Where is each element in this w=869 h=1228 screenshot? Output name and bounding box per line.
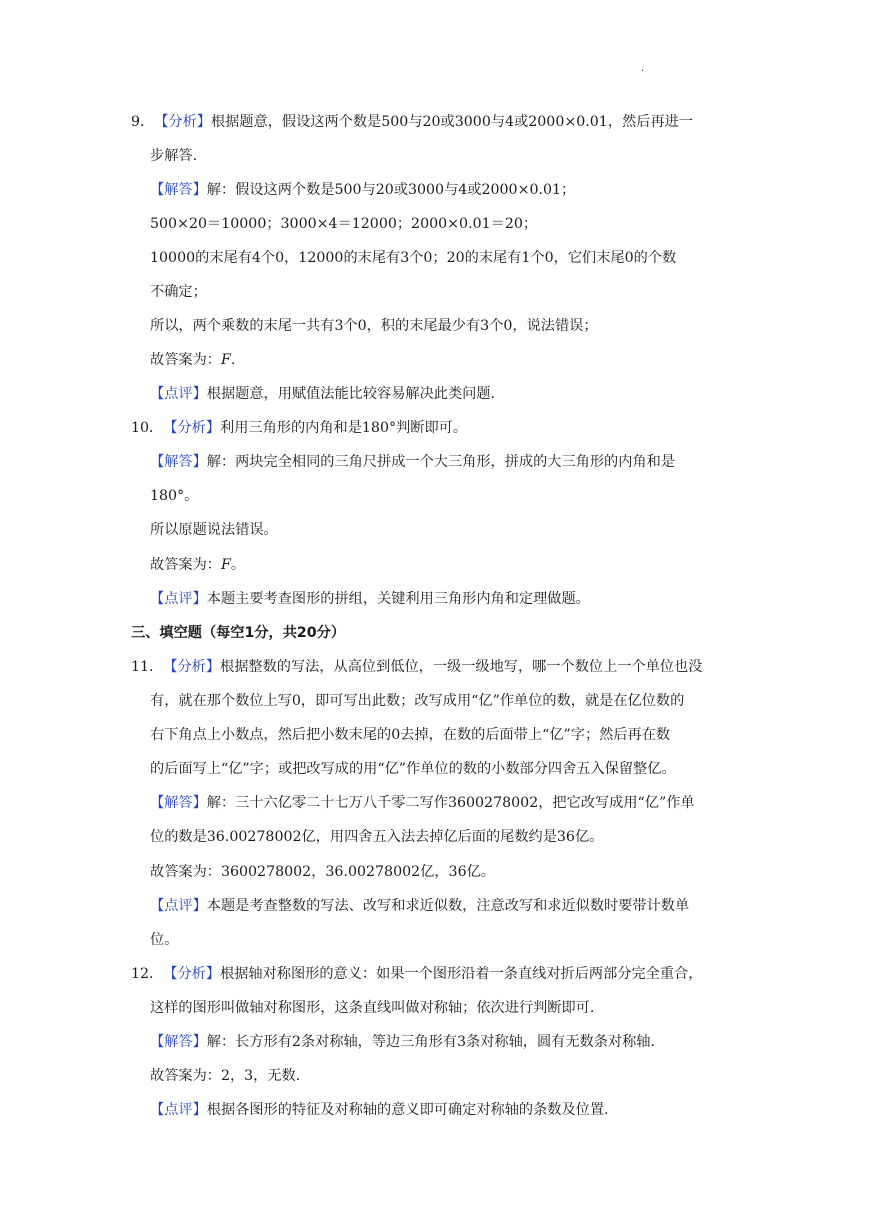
q11-analysis-line-1: [131, 657, 702, 677]
answer-value: F: [220, 352, 231, 368]
question-number: 11．: [131, 659, 164, 675]
solution-tag: 【解答】: [150, 182, 207, 198]
q10-solution-line-3: 所以原题说法错误。: [150, 522, 278, 538]
q11-comment-line-2: 位。: [150, 932, 179, 948]
q10-analysis-line-1: [131, 418, 467, 438]
solution-text: 解：三十六亿零二十七万八千零二写作3600278002，把它改写成用“亿”作单: [206, 795, 695, 811]
solution-text: 解：两块完全相同的三角尺拼成一个大三角形，拼成的大三角形的内角和是: [206, 454, 675, 470]
q11-analysis-line-3: 右下角点上小数点，然后把小数末尾的0去掉，在数的后面带上“亿”字；然后再在数: [150, 727, 671, 743]
q9-analysis-line-2: 步解答.: [150, 148, 198, 164]
analysis-text: 根据整数的写法，从高位到低位，一级一级地写，哪一个数位上一个单位也没: [220, 659, 703, 675]
page-mark: .: [641, 63, 645, 74]
q12-answer-line: 故答案为：2，3，无数.: [150, 1068, 301, 1084]
answer-value: F: [220, 557, 231, 573]
answer-suffix: 。: [230, 557, 246, 573]
q9-solution-line-3: 10000的末尾有4个0，12000的末尾有3个0；20的末尾有1个0，它们末尾0的个数: [150, 250, 677, 266]
solution-tag: 【解答】: [150, 795, 207, 811]
q9-answer-line: [150, 350, 235, 370]
analysis-tag: 【分析】: [163, 966, 221, 982]
question-number: 9．: [131, 114, 155, 130]
q10-solution-line-2: 180°。: [150, 488, 199, 504]
q11-analysis-line-4: 的后面写上“亿”字；或把改写成的用“亿”作单位的数的小数部分四舍五入保留整亿。: [150, 761, 676, 777]
q11-answer-line: 故答案为：3600278002，36.00278002亿，36亿。: [150, 864, 495, 880]
analysis-tag: 【分析】: [154, 114, 211, 130]
q10-answer-line: [150, 555, 245, 575]
solution-tag: 【解答】: [150, 1034, 207, 1050]
comment-tag: 【点评】: [150, 1102, 207, 1118]
answer-suffix: .: [230, 352, 236, 368]
q10-solution-line-1: [150, 452, 675, 472]
q10-comment-line: [150, 589, 590, 609]
q9-analysis-line-1: [131, 112, 693, 132]
comment-tag: 【点评】: [150, 386, 207, 402]
analysis-tag: 【分析】: [163, 659, 221, 675]
q11-solution-line-2: 位的数是36.00278002亿，用四舍五入法去掉亿后面的尾数约是36亿。: [150, 829, 604, 845]
q9-solution-line-5: 所以，两个乘数的末尾一共有3个0，积的末尾最少有3个0，说法错误；: [150, 318, 598, 334]
comment-text: 根据题意，用赋值法能比较容易解决此类问题.: [206, 386, 496, 402]
q12-comment-line: [150, 1100, 609, 1120]
analysis-text: 根据轴对称图形的意义：如果一个图形沿着一条直线对折后两部分完全重合，: [220, 966, 703, 982]
comment-text: 根据各图形的特征及对称轴的意义即可确定对称轴的条数及位置.: [206, 1102, 609, 1118]
q9-solution-line-1: [150, 180, 575, 200]
comment-tag: 【点评】: [150, 591, 207, 607]
q11-comment-line-1: [150, 896, 689, 916]
analysis-tag: 【分析】: [163, 420, 221, 436]
comment-text: 本题主要考查图形的拼组，关键利用三角形内角和定理做题。: [206, 591, 590, 607]
analysis-text: 利用三角形的内角和是180°判断即可。: [220, 420, 468, 436]
answer-prefix: 故答案为：: [150, 352, 221, 368]
solution-text: 解：假设这两个数是500与20或3000与4或2000×0.01；: [206, 182, 576, 198]
q12-analysis-line-2: 这样的图形叫做轴对称图形，这条直线叫做对称轴；依次进行判断即可.: [150, 1000, 595, 1016]
solution-tag: 【解答】: [150, 454, 207, 470]
q11-analysis-line-2: 有，就在那个数位上写0，即可写出此数；改写成用“亿”作单位的数，就是在亿位数的: [150, 693, 685, 709]
q12-analysis-line-1: [131, 964, 702, 984]
question-number: 12．: [131, 966, 164, 982]
q11-solution-line-1: [150, 793, 695, 813]
analysis-text: 根据题意，假设这两个数是500与20或3000与4或2000×0.01，然后再进一: [210, 114, 693, 130]
q9-solution-line-2: 500×20＝10000；3000×4＝12000；2000×0.01＝20；: [150, 216, 538, 232]
section-heading: 三、填空题（每空1分，共20分）: [131, 625, 346, 641]
comment-text: 本题是考查整数的写法、改写和求近似数，注意改写和求近似数时要带计数单: [206, 898, 690, 914]
q9-comment-line: [150, 384, 495, 404]
q12-solution-line-1: [150, 1032, 655, 1052]
question-number: 10．: [131, 420, 164, 436]
q9-solution-line-4: 不确定；: [150, 284, 207, 300]
comment-tag: 【点评】: [150, 898, 207, 914]
solution-text: 解：长方形有2条对称轴，等边三角形有3条对称轴，圆有无数条对称轴.: [206, 1034, 655, 1050]
answer-prefix: 故答案为：: [150, 557, 221, 573]
